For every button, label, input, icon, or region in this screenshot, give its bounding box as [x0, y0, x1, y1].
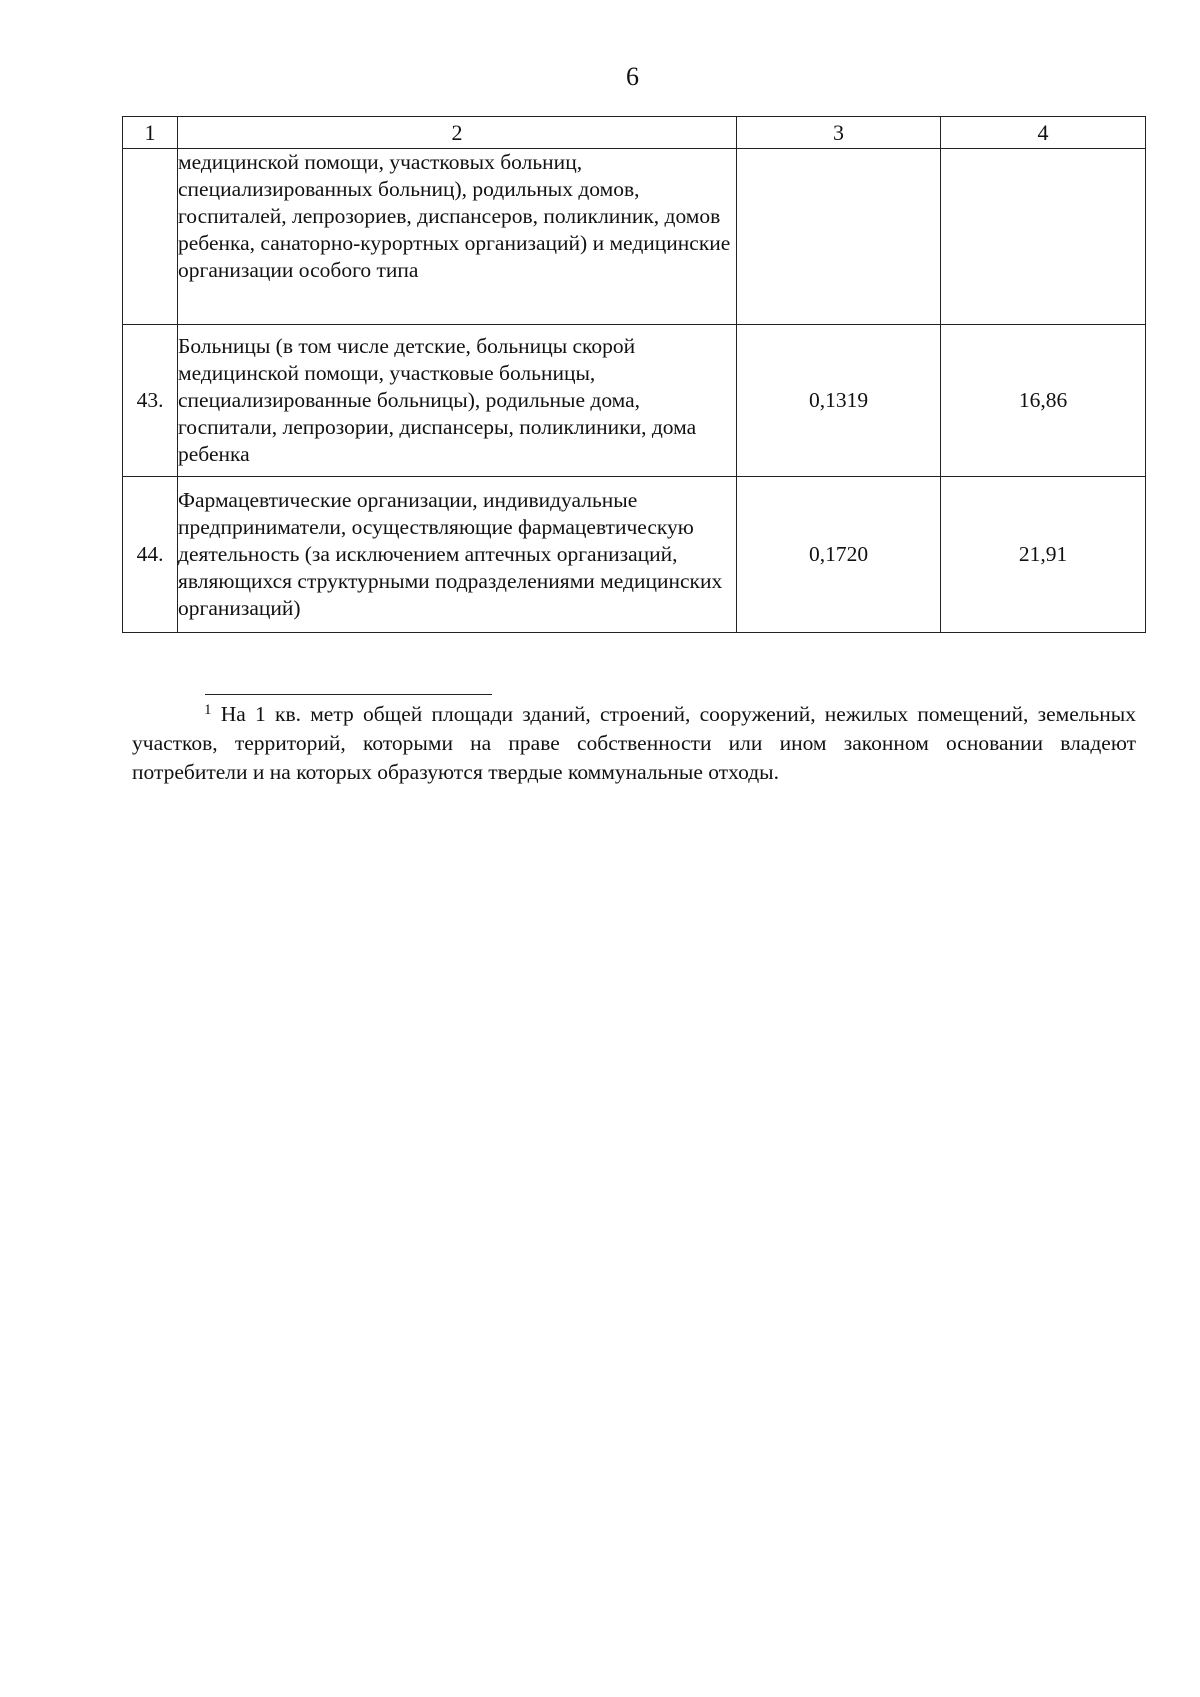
page-number: 6 [626, 62, 639, 91]
footnote-marker: 1 [204, 702, 212, 718]
row-number: 44. [123, 477, 178, 633]
column-header-3: 3 [737, 117, 941, 149]
row-value-col3: 0,1319 [737, 325, 941, 477]
footnote-text: На 1 кв. метр общей площади зданий, строений, сооружений, нежилых помещений, земельных участков, территорий, которыми на праве собственности или ином законном основании владеют потребители и на которых образуются твердые коммунальные отходы. [132, 702, 1136, 784]
table-row [123, 325, 1146, 477]
row-value-col4: 21,91 [941, 477, 1146, 633]
row-value-col3 [737, 149, 941, 325]
row-description: Фармацевтические организации, индивидуальные предприниматели, осуществляющие фармацевтическую деятельность (за исключением аптечных организаций, являющихся структурными подразделениями медицинских организаций) [178, 477, 737, 633]
row-value-col4: 16,86 [941, 325, 1146, 477]
row-number: 43. [123, 325, 178, 477]
row-number [123, 149, 178, 325]
table-row [123, 149, 1146, 325]
row-description: медицинской помощи, участковых больниц, специализированных больниц), родильных домов, госпиталей, лепрозориев, диспансеров, поликлиник, домов ребенка, санаторно-курортных организаций) и медицинские организации особого типа [178, 149, 737, 325]
tariff-table [122, 116, 1146, 633]
table-row [123, 477, 1146, 633]
row-description: Больницы (в том числе детские, больницы скорой медицинской помощи, участковые больницы, специализированные больницы), родильные дома, госпитали, лепрозории, диспансеры, поликлиники, дома ребенка [178, 325, 737, 477]
footnote [132, 700, 1136, 787]
table-header-row [123, 117, 1146, 149]
row-value-col4 [941, 149, 1146, 325]
footnote-separator [205, 694, 492, 695]
column-header-2: 2 [178, 117, 737, 149]
column-header-4: 4 [941, 117, 1146, 149]
column-header-1: 1 [123, 117, 178, 149]
row-value-col3: 0,1720 [737, 477, 941, 633]
